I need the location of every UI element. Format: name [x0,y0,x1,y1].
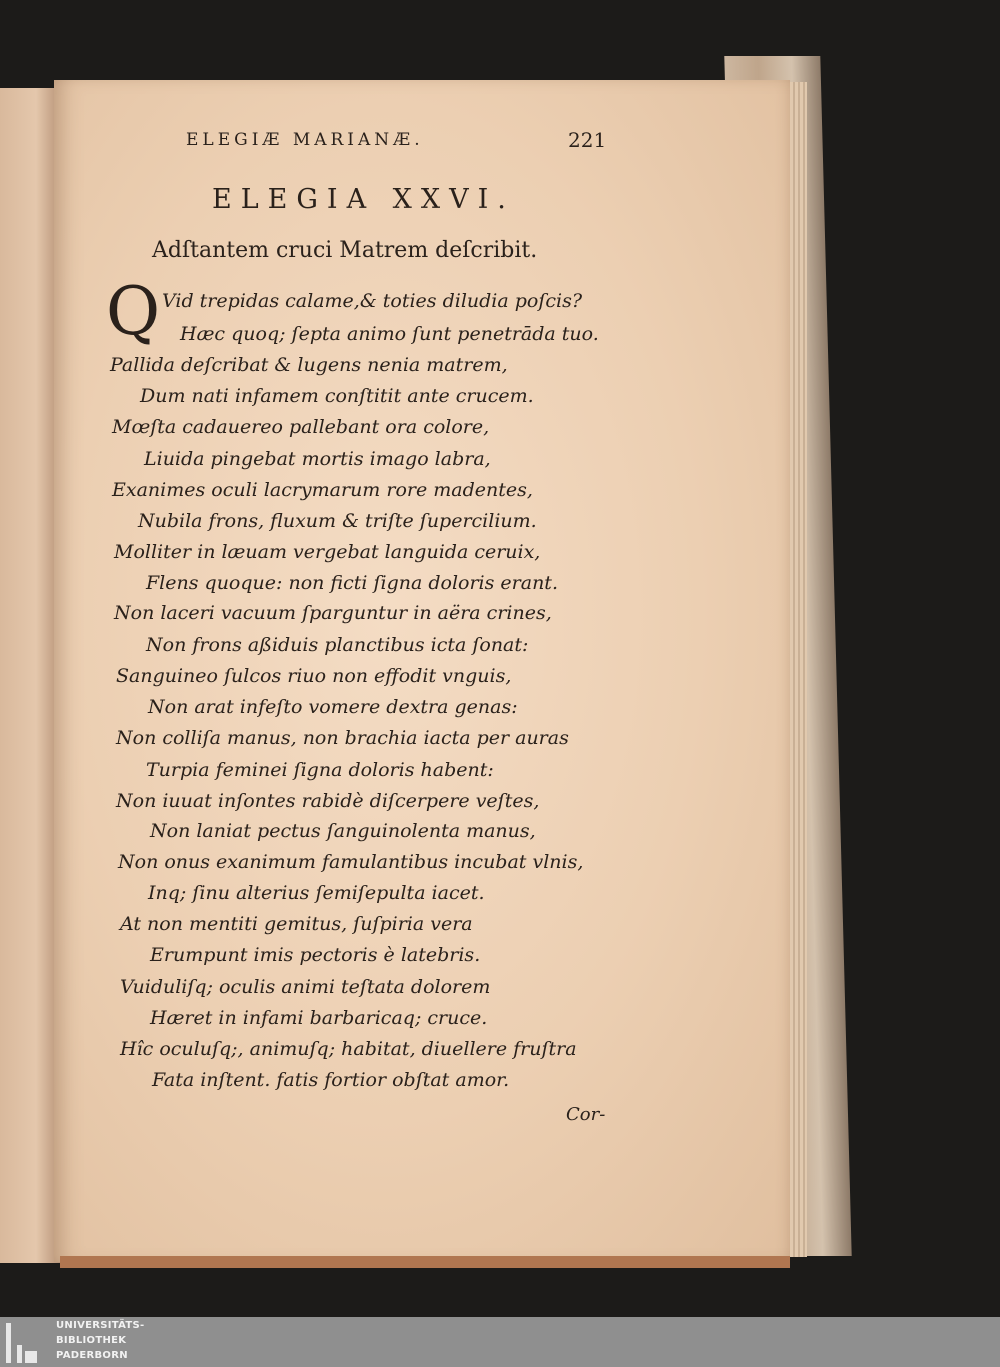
footer-text-line1: UNIVERSITÄTS- [56,1320,145,1331]
verse-line: Vid trepidas calame,& toties diludia poſcis? [162,290,583,312]
elegy-subtitle: Adſtantem cruci Matrem deſcribit. [152,238,538,263]
verse-line: Flens quoque: non ficti ſigna doloris erant. [146,572,558,594]
verse-line: Mœſta cadauereo pallebant ora colore, [112,416,490,438]
verse-line: Hæc quoq; ſepta animo ſunt penetrāda tuo. [180,323,599,345]
catchword: Cor- [566,1104,606,1125]
verse-line: Exanimes oculi lacrymarum rore madentes, [112,479,533,501]
cover-bottom-edge [60,1256,790,1268]
footer-text-line2: BIBLIOTHEK [56,1335,127,1346]
left-page-edge [0,88,60,1263]
library-footer-bar [0,1317,1000,1367]
library-logo-icon [6,1323,51,1363]
verse-line: At non mentiti gemitus, ſuſpiria vera [120,913,473,935]
verse-line: Non colliſa manus, non brachia iacta per auras [116,727,569,749]
verse-line: Sanguineo ſulcos riuo non effodit vnguis, [116,665,512,687]
running-head: ELEGIÆ MARIANÆ. [186,130,424,150]
verse-line: Turpia feminei ſigna doloris habent: [146,759,494,781]
verse-line: Fata inſtent. fatis fortior obſtat amor. [152,1069,510,1091]
verse-line: Dum nati infamem conſtitit ante crucem. [140,385,534,407]
verse-line: Molliter in læuam vergebat languida ceruix, [114,541,541,563]
verse-line: Non iuuat inſontes rabidè diſcerpere veſtes, [116,790,540,812]
verse-line: Nubila frons, fluxum & triſte ſupercilium. [138,510,537,532]
verse-line: Hæret in infami barbaricaq; cruce. [150,1007,488,1029]
verse-line: Pallida deſcribat & lugens nenia matrem, [110,354,508,376]
verse-line: Non frons aßiduis planctibus icta ſonat: [146,634,529,656]
drop-cap: Q [106,273,161,350]
verse-line: Hîc oculuſq;, animuſq; habitat, diuellere fruſtra [120,1038,577,1060]
verse-line: Non onus exanimum famulantibus incubat vlnis, [118,851,584,873]
elegy-title: ELEGIA XXVI. [212,184,515,215]
verse-line: Non arat infeſto vomere dextra genas: [148,696,518,718]
verse-line: Non laniat pectus ſanguinolenta manus, [150,820,536,842]
page-number: 221 [568,128,607,152]
verse-line: Non laceri vacuum ſparguntur in aëra crines, [114,602,552,624]
verse-line: Inq; ſinu alterius ſemiſepulta iacet. [148,882,485,904]
verse-line: Vuiduliſq; oculis animi teſtata dolorem [120,976,491,998]
verse-line: Erumpunt imis pectoris è latebris. [150,944,481,966]
footer-text-line3: PADERBORN [56,1350,128,1361]
verse-line: Liuida pingebat mortis imago labra, [144,448,491,470]
